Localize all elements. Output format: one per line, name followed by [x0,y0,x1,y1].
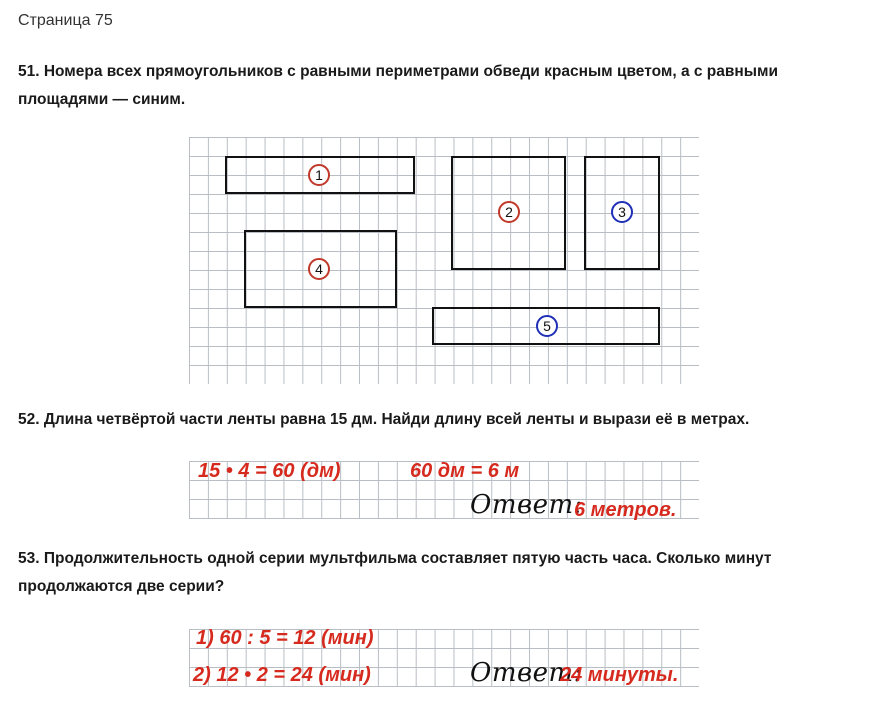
task-53-answer: 24 минуты. [560,664,679,686]
page-title: Страница 75 [18,12,113,29]
task-52-answer: 6 метров. [574,499,677,521]
task-53-answer-word: Ответ: [470,658,583,688]
task-52-calc: 15 • 4 = 60 (дм) [198,460,341,482]
rectangle-3 [584,156,660,270]
task-53-step1: 1) 60 : 5 = 12 (мин) [196,627,374,649]
task-52-convert: 60 дм = 6 м [410,460,520,482]
task-51-text: 51. Номера всех прямоугольников с равными периметрами обведи красным цветом, а с равными площадями — синим. [18,63,779,108]
rectangle-4-label: 4 [308,258,330,280]
rectangle-5-label: 5 [536,315,558,337]
rectangle-5 [432,307,660,345]
task-52-answer-word: Ответ: [470,490,583,520]
rectangle-1 [225,156,415,194]
rectangle-1-label: 1 [308,164,330,186]
task-51-grid [189,137,699,384]
task-53-text: 53. Продолжительность одной серии мультфильма составляет пятую часть часа. Сколько минут продолжаются две серии? [18,550,772,595]
rectangle-4 [244,230,397,308]
rectangle-3-label: 3 [611,201,633,223]
task-53-step2: 2) 12 • 2 = 24 (мин) [193,664,371,686]
rectangle-2 [451,156,566,270]
task-52-text: 52. Длина четвёртой части ленты равна 15 дм. Найди длину всей ленты и вырази её в метрах. [18,411,750,428]
rectangle-2-label: 2 [498,201,520,223]
